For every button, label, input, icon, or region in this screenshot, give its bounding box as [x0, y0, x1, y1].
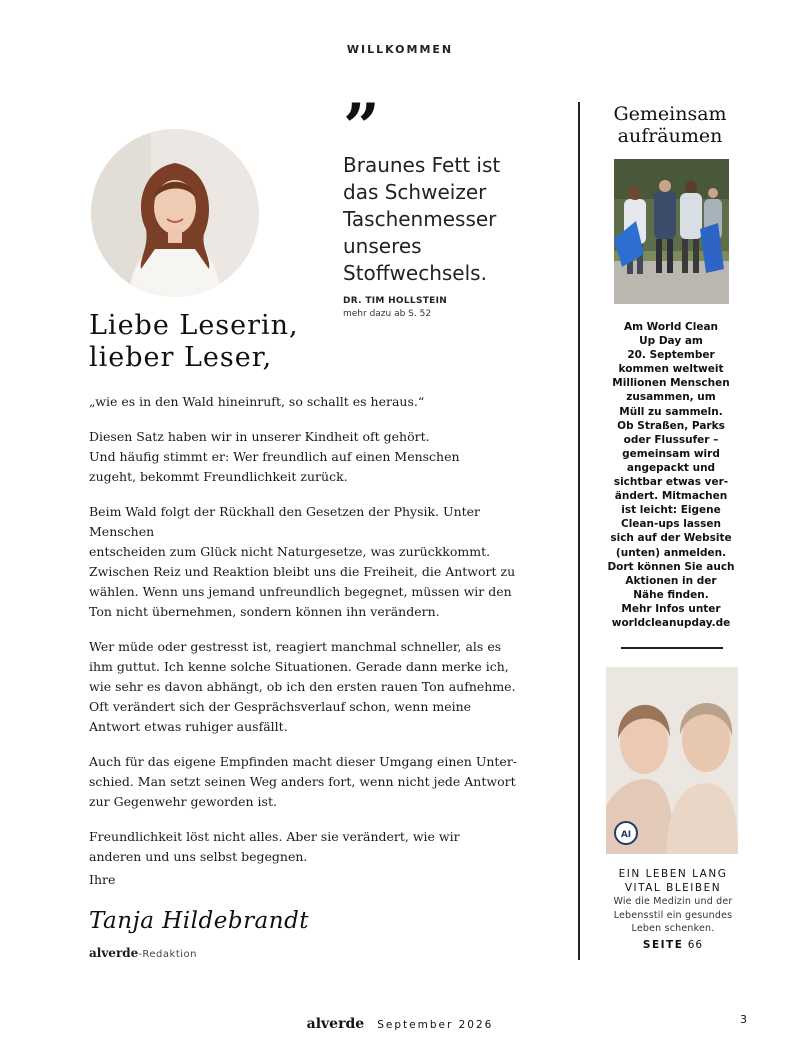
text-line: kommen weltweit [618, 363, 724, 376]
text-line: gemeinsam wird [622, 447, 720, 460]
text-line: Ob Straßen, Parks [617, 419, 725, 432]
text-line: ist leicht: Eigene [621, 504, 721, 517]
website-link[interactable]: worldcleanupday.de [611, 616, 731, 629]
quote-line: das Schweizer [343, 180, 487, 204]
text-line: wählen. Wenn uns jemand unfreundlich begegnet, müssen wir den [89, 584, 512, 599]
text-line: Und häufig stimmt er: Wer freundlich auf einen Menschen [89, 449, 460, 464]
text-line: Nähe finden. [633, 588, 709, 601]
footer [0, 1013, 800, 1032]
text-line: Up Day am [639, 335, 703, 348]
signature: Tanja Hildebrandt [89, 908, 310, 934]
text-line: wie sehr es davon abhängt, ob ich den ersten rauen Ton aufnehme. [89, 679, 516, 694]
quote-reference: mehr dazu ab S. 52 [343, 309, 432, 319]
teaser-subtitle [598, 895, 748, 936]
paragraph [89, 637, 529, 737]
text-line: oder Flussufer – [623, 433, 719, 446]
text-line: Millionen Menschen [612, 377, 730, 390]
quote-line: unseres [343, 234, 422, 258]
quote-line: Stoffwechsels. [343, 261, 487, 285]
text-line: Am World Clean [623, 321, 719, 333]
text-line: Wer müde oder gestresst ist, reagiert manchmal schneller, als es [89, 639, 502, 654]
quote-line: Taschenmesser [343, 207, 497, 231]
ai-badge: AI [620, 830, 632, 840]
page-label: SEITE [642, 939, 684, 951]
text-line: anderen und uns selbst begegnen. [89, 849, 308, 864]
teaser-heading [598, 867, 748, 895]
cleanup-photo [614, 159, 729, 304]
horizontal-divider [621, 647, 723, 649]
editor-portrait [91, 129, 259, 297]
text-line: Dort können Sie auch [607, 560, 735, 573]
paragraph [89, 502, 529, 622]
text-line: Freundlichkeit löst nicht alles. Aber sie verändert, wie wir [89, 829, 460, 844]
text-line: Antwort etwas ruhiger ausfällt. [89, 719, 288, 734]
heading-line: VITAL BLEIBEN [624, 882, 722, 894]
text-line: Auch für das eigene Empfinden macht dieser Umgang einen Unter- [89, 754, 518, 769]
paragraph [89, 827, 529, 867]
text-line: Oft verändert sich der Gesprächsverlauf schon, wenn meine [89, 699, 472, 714]
paragraph [89, 427, 529, 487]
section-header: WILLKOMMEN [346, 43, 454, 56]
salutation [89, 310, 299, 374]
subtitle-line: Lebensstil ein gesundes [613, 909, 733, 921]
sidebar-text [598, 320, 744, 630]
text-line: Mehr Infos unter [621, 602, 721, 615]
subtitle-line: Leben schenken. [631, 923, 715, 934]
signature-role [89, 946, 197, 960]
quote-mark: ” [343, 90, 380, 165]
salutation-line: Liebe Leserin, [89, 310, 299, 341]
footer-brand: alverde [306, 1016, 365, 1032]
brand-name: alverde [89, 946, 139, 960]
text-line: ändert. Mitmachen [614, 490, 728, 503]
teaser-photo[interactable] [606, 667, 738, 854]
text-line: Müll zu sammeln. [619, 405, 723, 418]
text-line: (unten) anmelden. [615, 546, 727, 559]
text-line: zur Gegenwehr geworden ist. [89, 794, 277, 809]
text-line: angepackt und [626, 461, 716, 474]
salutation-line: lieber Leser, [89, 342, 273, 373]
title-line: aufräumen [617, 125, 723, 147]
text-line: Diesen Satz haben wir in unserer Kindheit oft gehört. [89, 429, 430, 444]
quote-line: Braunes Fett ist [343, 153, 501, 177]
title-line: Gemeinsam [613, 103, 727, 125]
text-line: ihm guttut. Ich kenne solche Situationen. Gerade dann merke ich, [89, 659, 509, 674]
text-line: Beim Wald folgt der Rückhall den Gesetzen der Physik. Unter Menschen [89, 504, 481, 539]
heading-line: EIN LEBEN LANG [618, 868, 728, 880]
page-number: 3 [740, 1013, 747, 1026]
sidebar-title [600, 103, 740, 147]
text-line: zugeht, bekommt Freundlichkeit zurück. [89, 469, 348, 484]
vertical-divider [578, 102, 580, 960]
editorial-body [89, 392, 529, 882]
text-line: 20. September [627, 349, 715, 362]
text-line: Zwischen Reiz und Reaktion bleibt uns die Freiheit, die Antwort zu [89, 564, 516, 579]
paragraph [89, 392, 529, 412]
text-line: zusammen, um [626, 391, 716, 404]
text-line: schied. Man setzt seinen Weg anders fort, wenn nicht jede Antwort [89, 774, 516, 789]
footer-date: September 2026 [377, 1019, 494, 1031]
text-line: entscheiden zum Glück nicht Naturgesetze, was zurückkommt. [89, 544, 491, 559]
page-number-ref: 66 [687, 939, 704, 951]
text-line: sichtbar etwas ver- [613, 476, 729, 489]
paragraph [89, 752, 529, 812]
text-line: Aktionen in der [625, 574, 717, 587]
teaser-page-ref[interactable] [598, 939, 748, 951]
text-line: „wie es in den Wald hineinruft, so schallt es heraus.“ [89, 394, 425, 409]
role-label: -Redaktion [138, 949, 197, 960]
text-line: Ton nicht übernehmen, sondern können ihn verändern. [89, 604, 440, 619]
subtitle-line: Wie die Medizin und der [613, 896, 733, 907]
quote-author: DR. TIM HOLLSTEIN [343, 296, 448, 306]
pull-quote [343, 152, 543, 287]
text-line: sich auf der Website [610, 532, 732, 545]
signoff: Ihre [89, 872, 116, 887]
text-line: Clean-ups lassen [620, 518, 722, 531]
